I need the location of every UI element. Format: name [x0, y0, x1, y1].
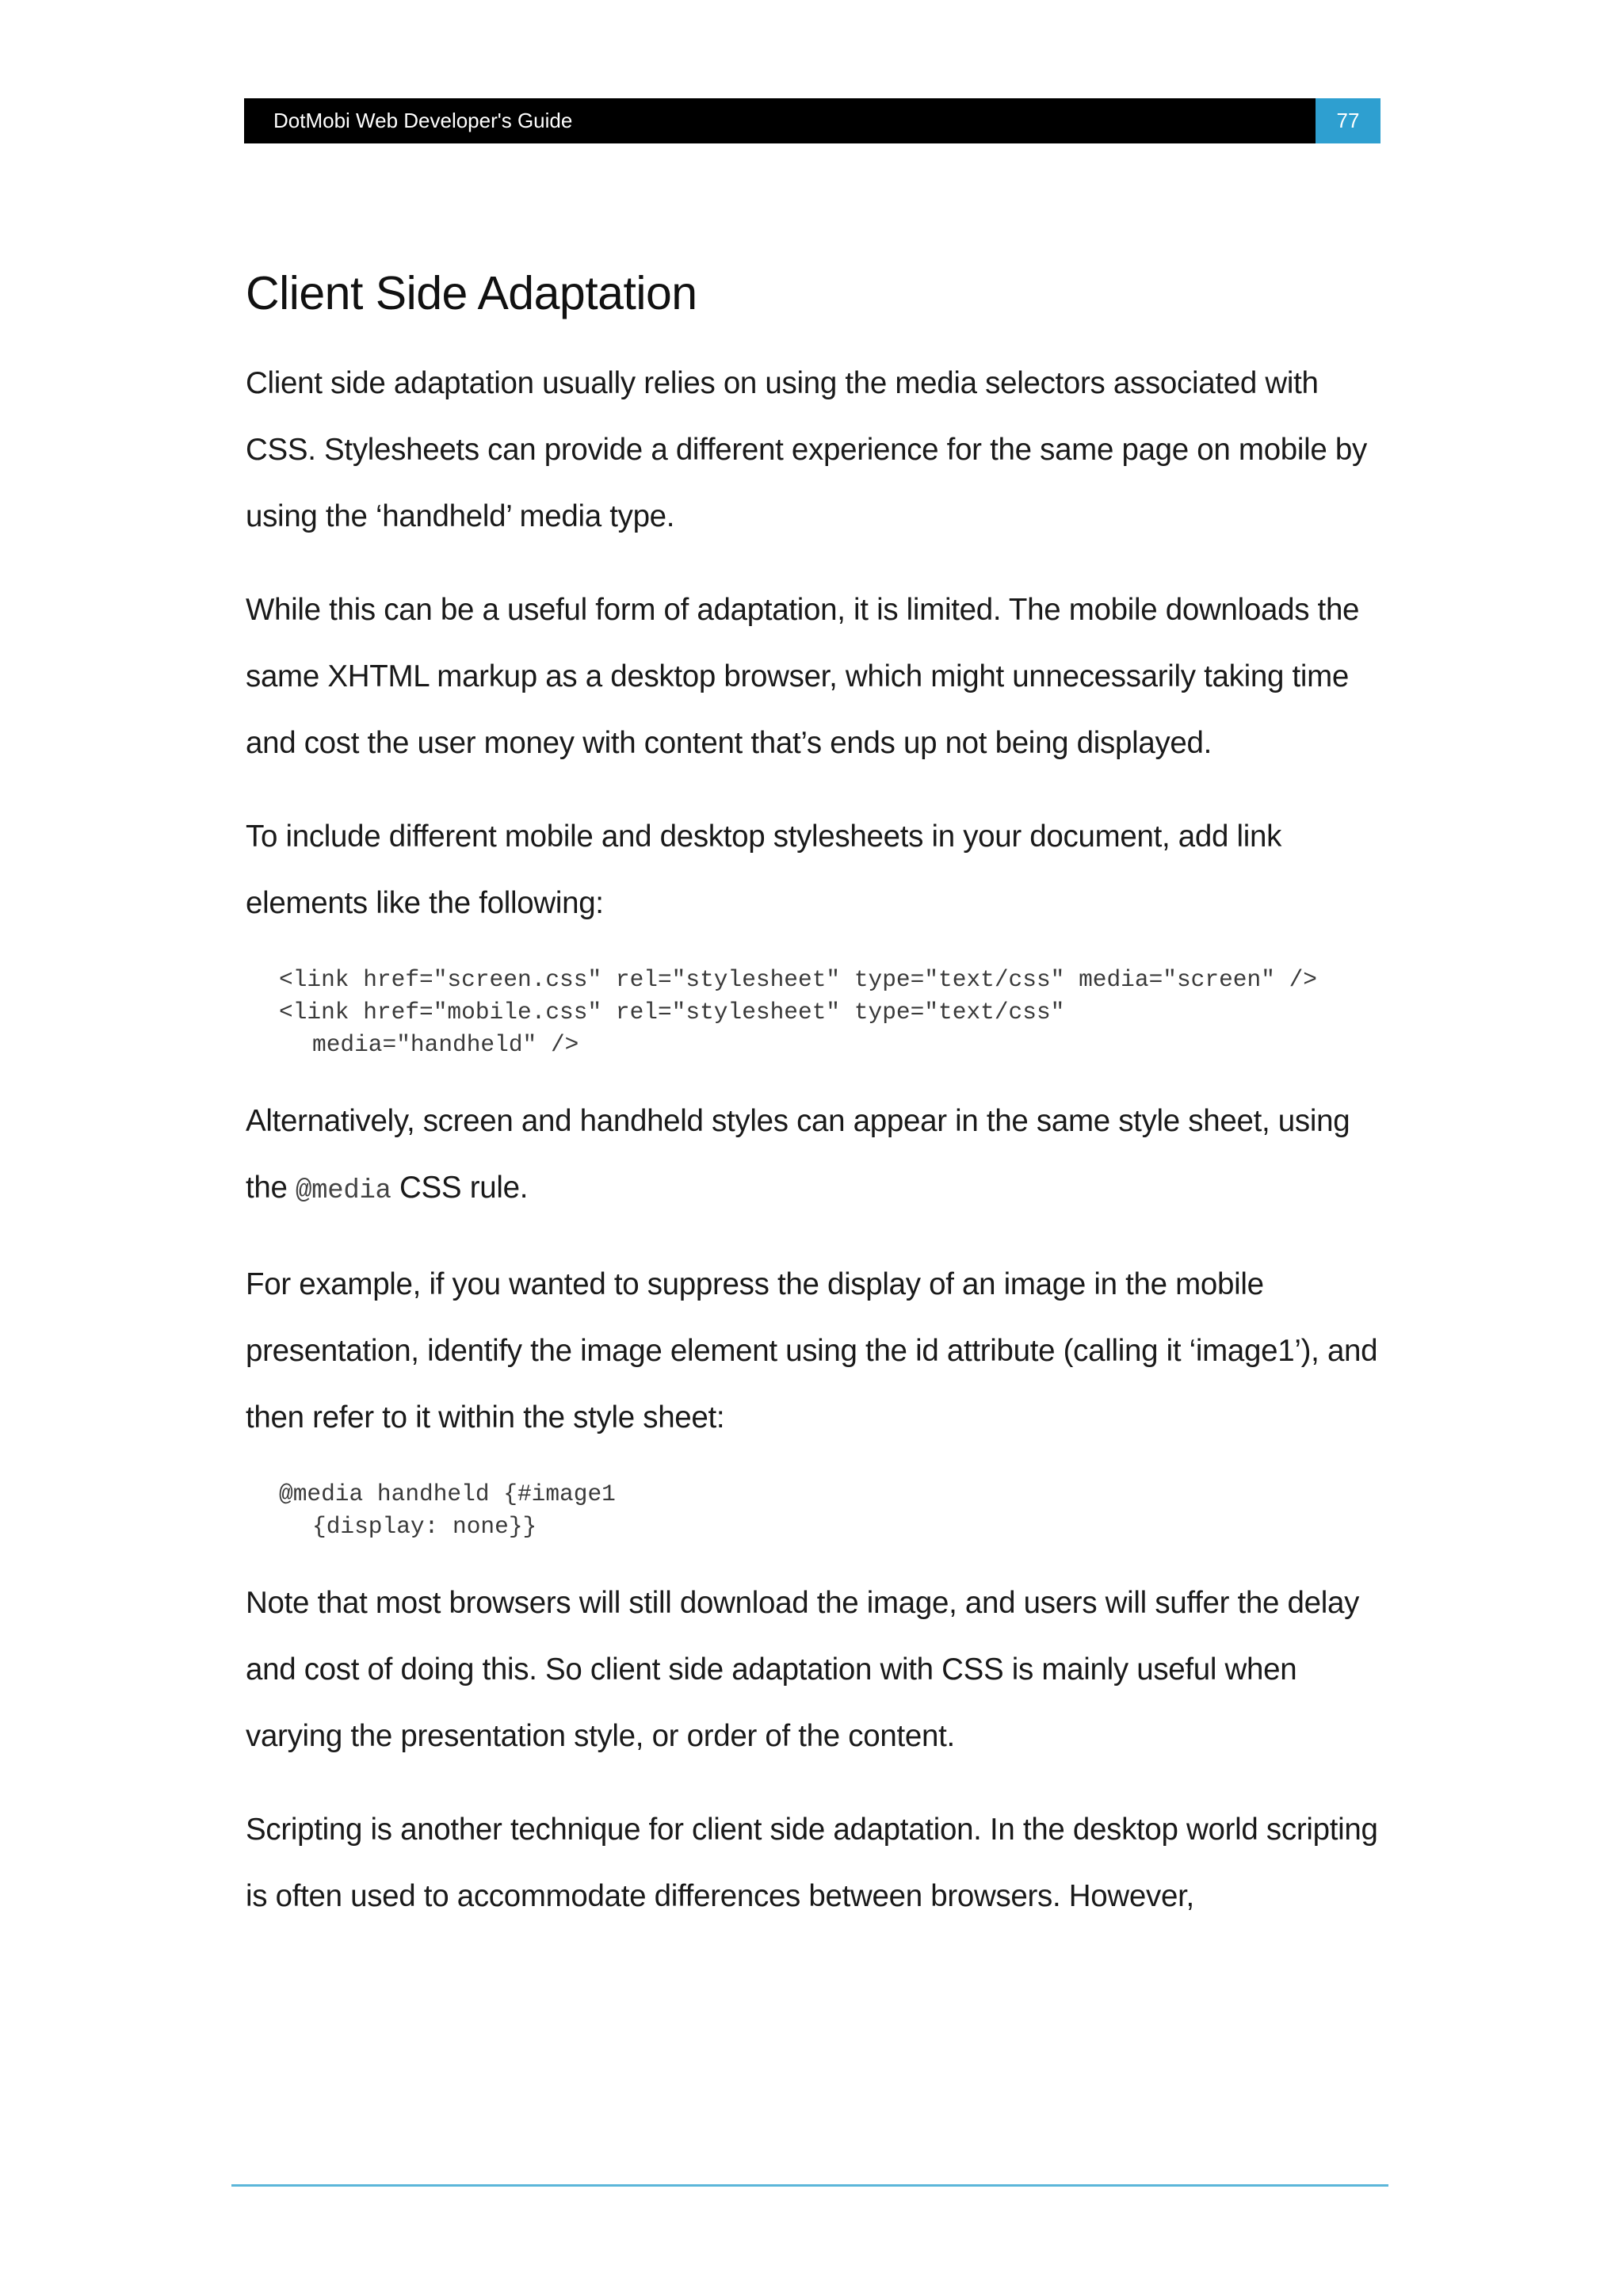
paragraph-limitation: While this can be a useful form of adaptation, it is limited. The mobile downloads the same XHTML markup as a desktop browser, which might unnecessarily taking time and cost the user money with content that’s ends up not being displayed. [246, 593, 1360, 760]
paragraph-include-stylesheets: To include different mobile and desktop stylesheets in your document, add link elements like the following: [246, 819, 1282, 920]
paragraph-scripting: Scripting is another technique for client side adaptation. In the desktop world scripting is often used to accommodate differences between browsers. However, [246, 1813, 1378, 1913]
paragraph-text: CSS rule. [391, 1171, 529, 1205]
header-page-number: 77 [1316, 98, 1381, 143]
paragraph-example: For example, if you wanted to suppress the display of an image in the mobile presentation, identify the image element using the id attribute (calling it ‘image1’), and then refer to it within the style sheet: [246, 1267, 1378, 1435]
page-content [246, 254, 1387, 1930]
code-line: media="handheld" /> [312, 1031, 579, 1058]
code-line: @media handheld {#image1 [279, 1480, 616, 1507]
code-block-link-elements [279, 964, 1387, 1061]
code-block-media-handheld [279, 1478, 1387, 1543]
paragraph-media-rule [246, 1088, 1387, 1224]
inline-code-media: @media [296, 1176, 391, 1206]
code-line: {display: none}} [312, 1513, 537, 1540]
code-line: <link href="mobile.css" rel="stylesheet" type="text/css" [279, 999, 1065, 1026]
code-line: <link href="screen.css" rel="stylesheet" type="text/css" media="screen" /> [279, 966, 1318, 993]
running-header [244, 98, 1381, 143]
paragraph-note: Note that most browsers will still download the image, and users will suffer the delay and cost of doing this. So client side adaptation with CSS is mainly useful when varying the presentation style, or order of the content. [246, 1586, 1360, 1753]
paragraph-intro: Client side adaptation usually relies on using the media selectors associated with CSS. Stylesheets can provide a different experience for the same page on mobile by using the ‘handheld’ media type. [246, 366, 1367, 533]
paragraph-text: Alternatively, screen and handheld styles can appear in the same style sheet, using the [246, 1104, 1350, 1205]
header-book-title: DotMobi Web Developer's Guide [273, 109, 573, 132]
footer-rule [231, 2184, 1388, 2187]
section-title: Client Side Adaptation [246, 267, 697, 319]
